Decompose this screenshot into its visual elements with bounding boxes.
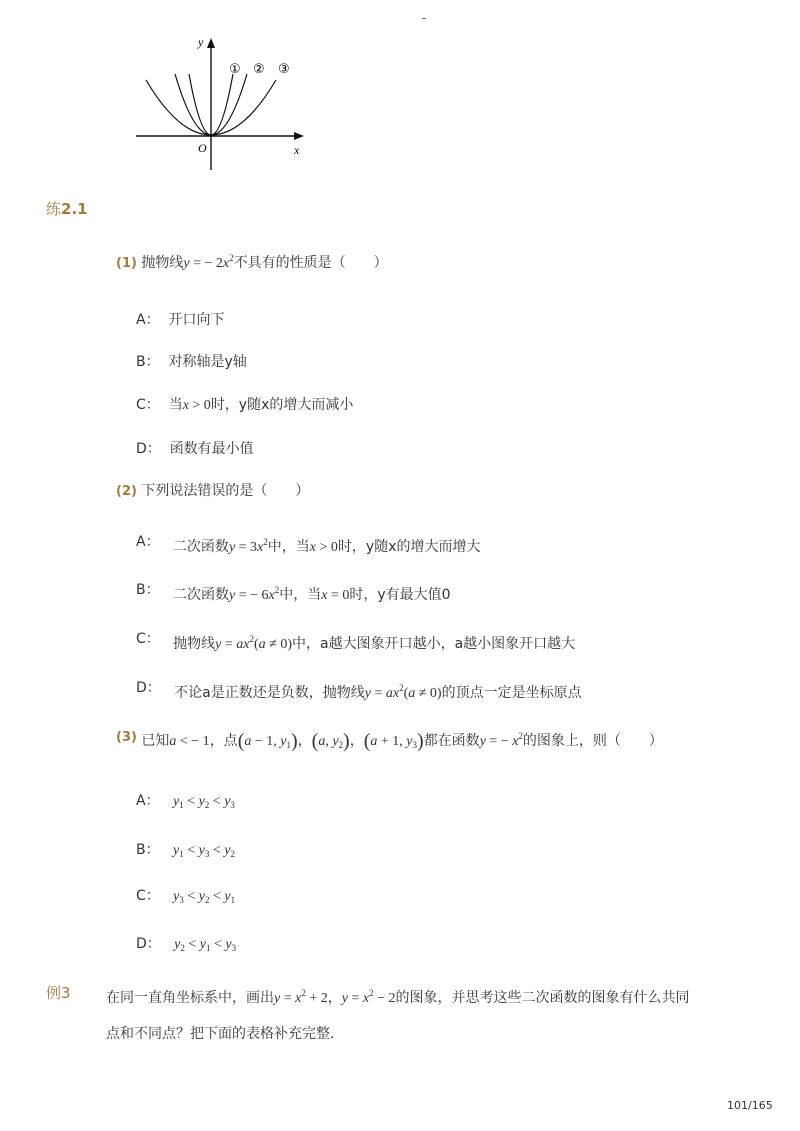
option-formula-cond: x > 0 bbox=[309, 540, 338, 555]
example-sep: ， bbox=[327, 990, 342, 1006]
option-text: 二次函数 bbox=[172, 587, 229, 603]
option-formula: $y = 3x^2$ bbox=[228, 537, 268, 555]
option-formula: $y_1 < y_3 < y_2$ bbox=[172, 843, 235, 859]
y-axis-arrow bbox=[207, 38, 215, 48]
option-formula-cond: x = 0 bbox=[321, 588, 350, 603]
q3-sep: ， bbox=[297, 733, 312, 749]
q1-formula: y = − $2x^2$ bbox=[183, 253, 234, 271]
q3-point-2: (a, $y_2$) bbox=[311, 730, 350, 752]
page-number: 101/165 bbox=[727, 1099, 773, 1112]
q3-option-b[interactable] bbox=[136, 839, 235, 859]
option-letter: B： bbox=[136, 582, 160, 598]
option-text: 中，a越大图象开口越小，a越小图象开口越大 bbox=[292, 636, 576, 652]
q3-cond: a < − 1 bbox=[169, 734, 210, 749]
example-formula-2: $y = x^2 - 2$ bbox=[341, 988, 396, 1006]
x-axis-arrow bbox=[294, 132, 304, 140]
q1-option-a[interactable] bbox=[136, 309, 224, 329]
option-letter: C： bbox=[136, 631, 160, 647]
q3-stem bbox=[116, 730, 663, 753]
q3-text: 都在函数 bbox=[423, 733, 480, 749]
option-letter: D： bbox=[136, 936, 161, 952]
q3-text: 的图象上，则（ ） bbox=[522, 733, 663, 749]
option-letter: A： bbox=[136, 312, 160, 328]
option-formula: $y = ax^2(a \ne 0)$ bbox=[364, 683, 442, 701]
y-axis-label: y bbox=[198, 35, 204, 49]
option-text: 对称轴是y轴 bbox=[168, 354, 247, 370]
q2-option-b[interactable] bbox=[136, 584, 451, 604]
option-text: 时，y随x的增大而增大 bbox=[337, 539, 481, 555]
option-letter: D： bbox=[136, 680, 161, 696]
option-letter: B： bbox=[136, 354, 160, 370]
q1-stem bbox=[116, 252, 388, 272]
option-letter: C： bbox=[136, 888, 160, 904]
option-letter: A： bbox=[136, 793, 160, 809]
example-text: 的图象，并思考这些二次函数的图象有什么共同 bbox=[395, 990, 690, 1006]
q3-option-d[interactable] bbox=[136, 933, 236, 953]
q3-point-1: (a − 1, $y_1$) bbox=[237, 730, 298, 752]
q2-stem bbox=[116, 480, 309, 500]
q3-point-3: (a + 1, $y_3$) bbox=[363, 730, 424, 752]
q2-number: (2) bbox=[116, 484, 137, 499]
option-text: 时，y有最大值0 bbox=[349, 587, 451, 603]
q1-option-d[interactable] bbox=[136, 438, 254, 458]
option-letter: C： bbox=[136, 397, 160, 413]
q1-option-c[interactable] bbox=[136, 394, 353, 414]
origin-label: O bbox=[198, 141, 207, 155]
option-letter: B： bbox=[136, 842, 160, 858]
section-heading-2-1 bbox=[46, 198, 88, 219]
section-prefix: 练 bbox=[46, 200, 62, 218]
example-3-line-2: 点和不同点？把下面的表格补充完整． bbox=[106, 1026, 344, 1042]
x-axis-label: x bbox=[294, 143, 300, 157]
q3-option-a[interactable] bbox=[136, 790, 235, 810]
option-text: 二次函数 bbox=[172, 539, 229, 555]
curve-label-1: ① bbox=[229, 62, 241, 77]
option-text-pre: 当 bbox=[168, 397, 183, 413]
option-text-post: 时，y随x的增大而减小 bbox=[210, 397, 354, 413]
example-3-line-1 bbox=[106, 987, 690, 1007]
q2-option-d[interactable] bbox=[136, 682, 582, 702]
q3-text: 已知 bbox=[141, 733, 170, 749]
q1-option-b[interactable] bbox=[136, 351, 247, 371]
option-text: 中，当 bbox=[279, 587, 322, 603]
option-letter: A： bbox=[136, 534, 160, 550]
option-text: 函数有最小值 bbox=[169, 441, 254, 457]
option-letter: D： bbox=[136, 441, 161, 457]
q1-number: (1) bbox=[116, 256, 137, 271]
option-formula: $y_1 < y_2 < y_3$ bbox=[172, 794, 235, 810]
option-formula: $y = ax^2(a \ne 0)$ bbox=[215, 634, 293, 652]
option-text: 不论a是正数还是负数，抛物线 bbox=[174, 685, 365, 701]
option-text: 开口向下 bbox=[168, 312, 225, 328]
q2-option-c[interactable] bbox=[136, 633, 575, 653]
top-mark bbox=[422, 18, 426, 19]
option-text: 抛物线 bbox=[173, 636, 216, 652]
option-formula: $y_3 < y_2 < y_1$ bbox=[173, 889, 236, 905]
q3-text: ，点 bbox=[209, 733, 238, 749]
q3-sep: ， bbox=[349, 733, 364, 749]
example-formula-1: $y = x^2 + 2$ bbox=[274, 988, 328, 1006]
q3-number: (3) bbox=[116, 730, 137, 745]
q2-stem-text: 下列说法错误的是（ ） bbox=[141, 483, 310, 499]
option-formula: x > 0 bbox=[182, 398, 211, 413]
q1-stem-post: 不具有的性质是（ ） bbox=[233, 255, 388, 271]
option-formula: $y_2 < y_1 < y_3$ bbox=[174, 937, 237, 953]
example-text: 在同一直角坐标系中，画出 bbox=[106, 990, 274, 1006]
option-text: 中，当 bbox=[267, 539, 310, 555]
q3-option-c[interactable] bbox=[136, 885, 235, 905]
parabola-graph bbox=[130, 30, 310, 175]
curve-label-3: ③ bbox=[278, 62, 290, 77]
example-3-label: 例3 bbox=[46, 984, 71, 1002]
q2-option-a[interactable] bbox=[136, 536, 480, 556]
option-formula: y = − $6x^2$ bbox=[228, 585, 280, 603]
q3-function: y = − $x^2$ bbox=[479, 731, 523, 749]
curve-label-2: ② bbox=[253, 62, 265, 77]
option-text: 的顶点一定是坐标原点 bbox=[441, 685, 582, 701]
q1-stem-pre: 抛物线 bbox=[141, 255, 184, 271]
section-number: 2.1 bbox=[61, 200, 88, 218]
